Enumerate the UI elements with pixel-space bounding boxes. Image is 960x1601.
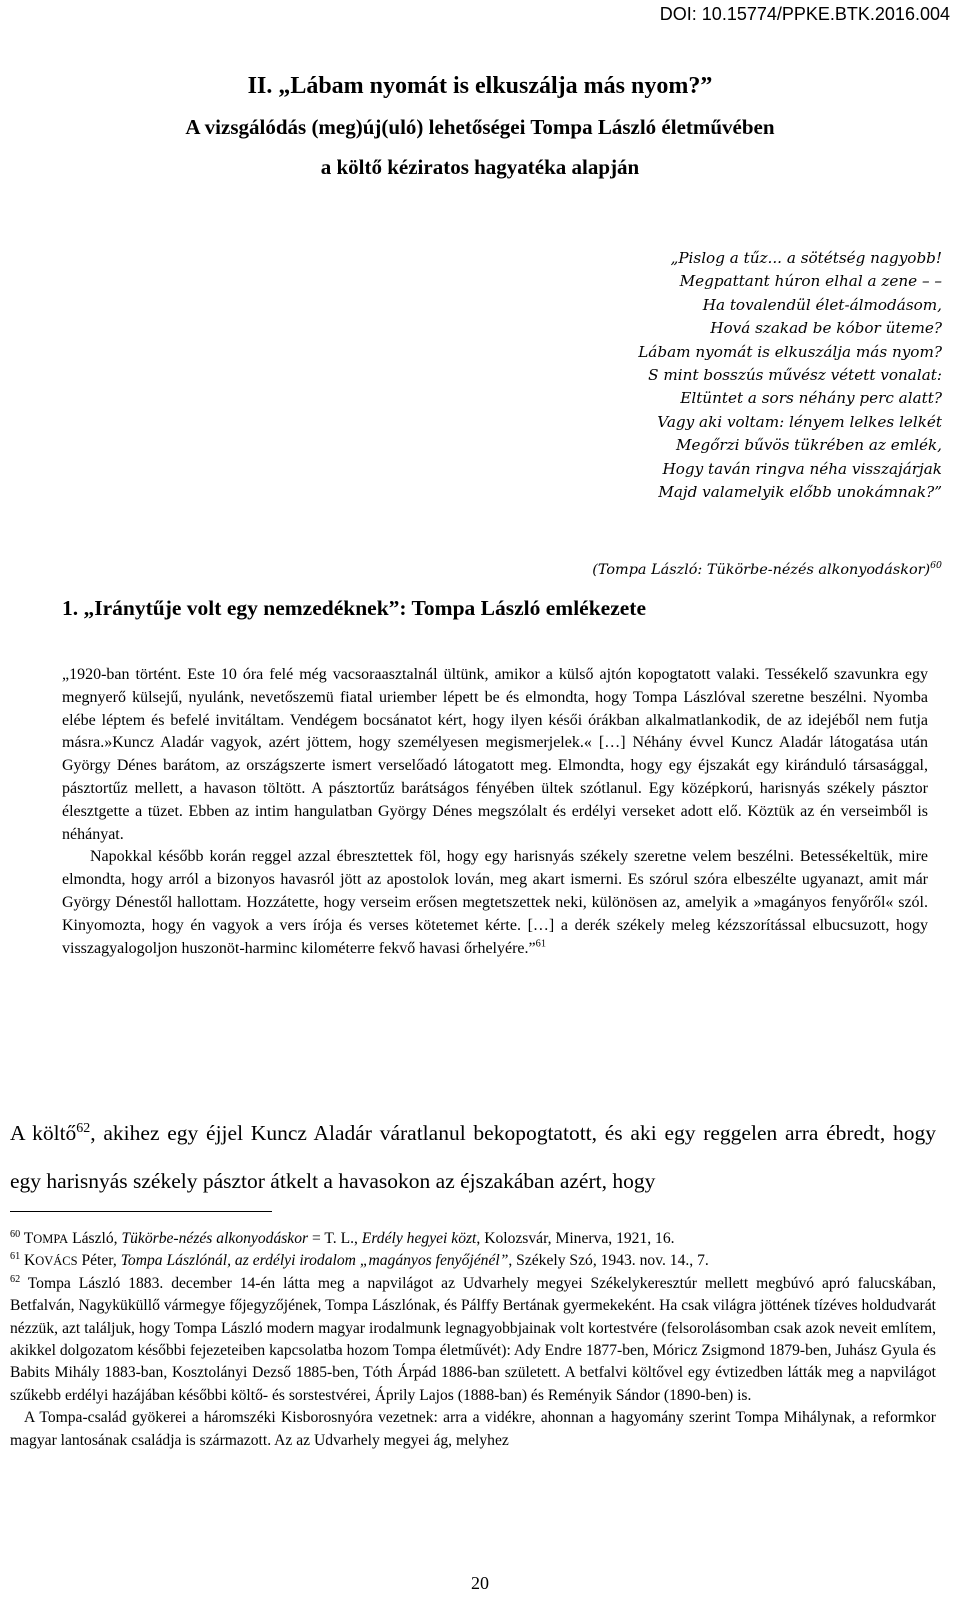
footnote-separator [10, 1211, 272, 1212]
footnote-ref-62[interactable]: 62 [76, 1120, 91, 1136]
footnote-title: Erdély hegyei közt [361, 1230, 477, 1247]
footnote-60 [10, 1228, 936, 1250]
page-number: 20 [471, 1573, 489, 1593]
chapter-heading [0, 70, 960, 182]
footnote-number: 62 [10, 1273, 21, 1285]
footnote-number: 61 [10, 1251, 21, 1263]
footnote-title: Tompa Lászlónál, az erdélyi irodalom „magányos fenyőjénél” [120, 1252, 509, 1270]
poem-line: Megőrzi bűvös tükrében az emlék, [675, 436, 942, 455]
poem-line: Hová szakad be kóbor üteme? [710, 319, 942, 338]
chapter-subtitle-1: A vizsgálódás (meg)új(uló) lehetőségei Tompa László életművében [185, 115, 775, 139]
chapter-title: II. „Lábam nyomát is elkuszálja más nyom?” [247, 73, 713, 99]
footnote-text: László, [68, 1230, 122, 1247]
chapter-subtitle-2: a költő kéziratos hagyatéka alapján [320, 155, 640, 179]
block-quote [62, 664, 928, 960]
poem-source-text: (Tompa László: Tükörbe-nézés alkonyodáskor) [592, 562, 931, 578]
quote-paragraph-2-text: Napokkal később korán reggel azzal ébresztettek föl, hogy egy harisnyás székely szeretne velem beszélni. Betessékeltük, mire elmondta, hogy arról a bizonyos havasról jött az apostolok lován, meg akart ismerni. Es szórul szóra elbeszélte ugyanazt, amit már György Dénestől hallottam. Hozzátette, hogy verseim erősen megtetszettek neki, különösen az, amelyik a »magányos fenyőről« szól. Kinyomozta, hogy én vagyok a vers írója és verses kötetemet kérte. […] a derék székely meleg kézszorítással elbucsuzott, hogy visszagyalogoljon huszonöt-harminc kilométerre fekvő havasi őrhelyére.” [62, 848, 928, 957]
quote-paragraph-2 [62, 846, 928, 960]
footnote-text: , Kolozsvár, Minerva, 1921, 16. [476, 1230, 675, 1247]
body-text-rest: , akihez egy éjjel Kuncz Aladár váratlanul bekopogtatott, és aki egy reggelen arra ébredt, hogy egy harisnyás székely pásztor átkelt a havasokon az éjszakában azért, hogy [10, 1121, 936, 1193]
section-title: 1. „Iránytűje volt egy nemzedéknek”: Tompa László emlékezete [62, 596, 647, 620]
poem-line: Majd valamelyik előbb unokámnak?” [658, 483, 942, 502]
body-text-start: A költő [10, 1121, 77, 1145]
footnote-author-smallcaps: OMPA [33, 1232, 69, 1246]
footnote-text: , Székely Szó, 1943. nov. 14., 7. [508, 1252, 709, 1270]
poem-line: Lábam nyomát is elkuszálja más nyom? [638, 342, 942, 361]
footnote-text: = T. L., [308, 1230, 362, 1247]
footnote-text: Péter, [77, 1252, 121, 1270]
footnote-62-continued: A Tompa-család gyökerei a háromszéki Kisborosnyóra vezetnek: arra a vidékre, ahonnan a hagyomány szerint Tompa Mihálynak, a reformkor magyar lantosának családja is származott. Az az Udvarhely megyei ág, melyhez [10, 1409, 936, 1449]
poem-line: Ha tovalendül élet-álmodásom, [702, 295, 942, 314]
footnote-61 [10, 1250, 936, 1272]
footnote-text: Tompa László 1883. december 14-én látta meg a napvilágot az Udvarhely megyei Székelykeresztúr mellett megbúvó apró falucskában, Betfalván, Nagyküküllő vármegye főjegyzőjének, Tompa Lászlónak, és Pálffy Bertának gyermekeként. Ha csak világra jöttének tízéves holdudvarát nézzük, azt találjuk, hogy Tompa László modern magyar irodalmunk legnagyobbjainak volt kortestvére (felsorolásomban csak azok neveit említem, akikkel dolgozatom későbbi fejezeteiben kapcsolatba hozom Tompa életművét): Ady Endre 1877-ben, Móricz Zsigmond 1879-ben, Juhász Gyula és Babits Mihály 1883-ban, Kosztolányi Dezső 1885-ben, Tóth Árpád 1886-ban született. A betfalvi költővel egy évtizedben látták meg a napvilágot szűkebb erdélyi hazájában későbbi költő- és sorstestvérei, Áprily Lajos (1888-ban) és Reményik Sándor (1890-ben) is. [10, 1274, 936, 1404]
doi-header: DOI: 10.15774/PPKE.BTK.2016.004 [659, 4, 950, 24]
poem-line: Vagy aki voltam: lényem lelkes lelkét [657, 412, 942, 431]
footnotes [10, 1228, 936, 1452]
epigraph-poem [638, 247, 942, 504]
body-paragraph [10, 1109, 936, 1205]
footnote-author-smallcaps: OVÁCS [35, 1254, 78, 1269]
footnote-author-initial: T [23, 1230, 34, 1247]
footnote-title: Tükörbe-nézés alkonyodáskor [121, 1230, 309, 1247]
footnote-author-initial: K [24, 1252, 36, 1270]
footnote-62 [10, 1273, 936, 1407]
footnote-ref-60[interactable]: 60 [930, 560, 942, 572]
poem-line: S mint bosszús művész vétett vonalat: [648, 366, 942, 385]
poem-line: Eltüntet a sors néhány perc alatt? [680, 389, 942, 408]
quote-paragraph-1: „1920-ban történt. Este 10 óra felé még vacsoraasztalnál ültünk, amikor a külső ajtón kopogtatott valaki. Tessékelő szavunkra egy megnyerő külsejű, nyulánk, nevetőszemü fiatal uriember lépett be és elmondta, hogy Tompa Lászlóval szeretne beszélni. Nyomba elébe léptem és befelé invitáltam. Vendégem bocsánatot kért, hogy ilyen késői órákban alkalmatlankodik, de az idejéből nem futja másra.»Kuncz Aladár vagyok, azért jöttem, hogy személyesen megismerjelek.« […] Néhány évvel Kuncz Aladár látogatása után György Dénes barátom, az országszerte ismert verselőadó látogatott meg. Elmondta, hogy egy éjszakát egy kiránduló társasággal, pásztortűz mellett, a havason töltött. A pásztortűz barátságos fényében ültek szótlanul. Egy középkorú, harisnyás székely pásztor élesztgette a tüzet. Ebben az intim hangulatban György Dénes megszólalt és erdélyi verseket adott elő. Köztük az én verseimből is néhányat. [62, 666, 928, 843]
poem-source [592, 562, 942, 578]
poem-line: „Pislog a tűz... a sötétség nagyobb! [670, 249, 942, 267]
footnote-ref-61[interactable]: 61 [535, 938, 547, 950]
footnote-number: 60 [10, 1228, 21, 1240]
poem-line: Megpattant húron elhal a zene – – [679, 272, 942, 291]
poem-line: Hogy taván ringva néha visszajárjak [662, 459, 942, 478]
